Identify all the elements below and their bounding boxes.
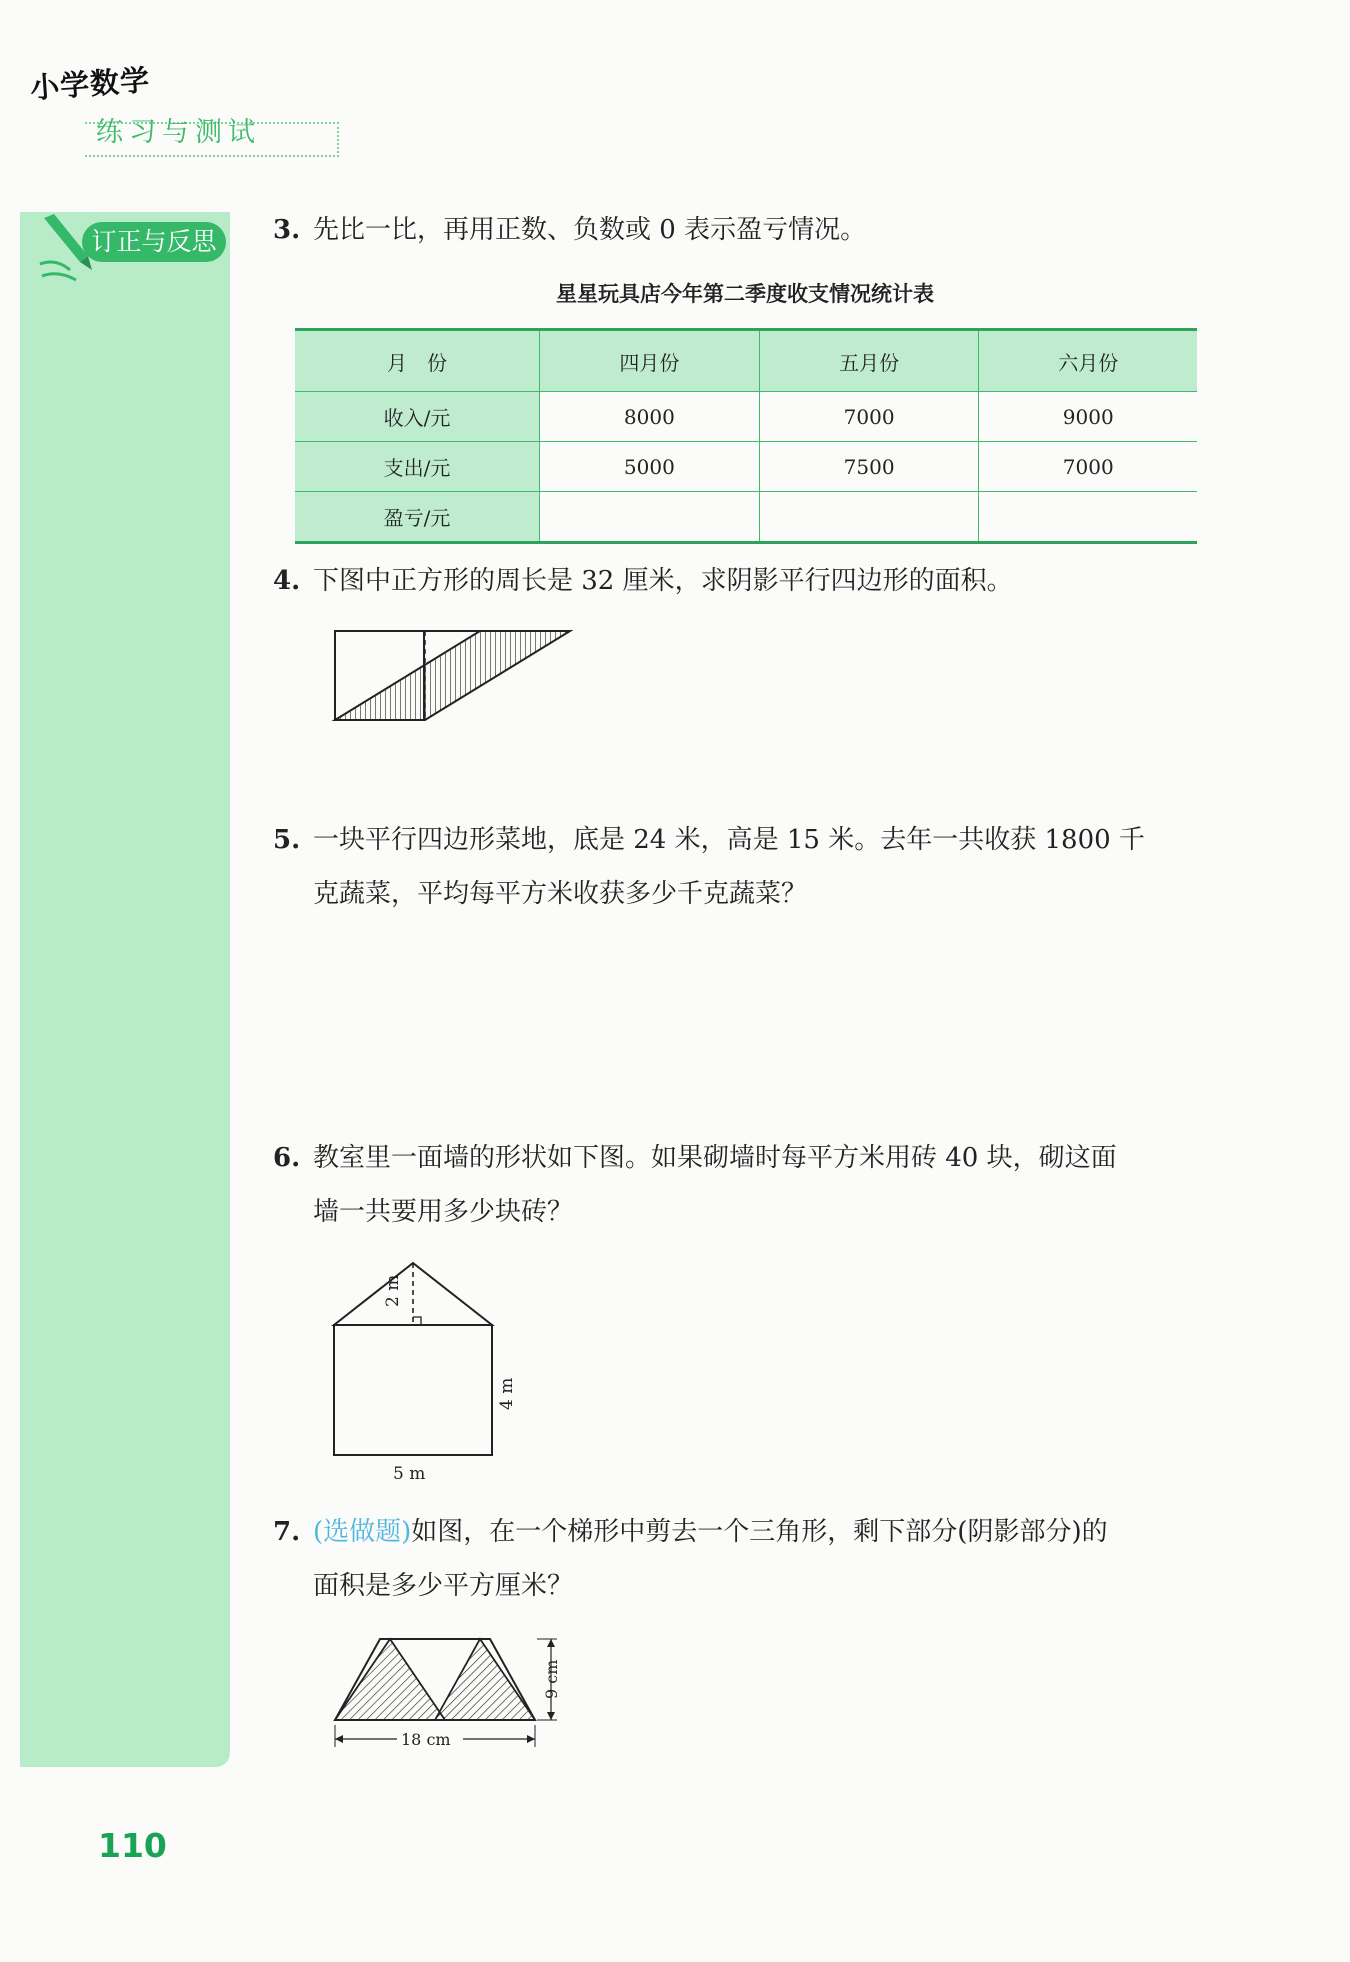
row-label: 收入/元 — [295, 392, 540, 442]
table-cell: 7000 — [759, 392, 979, 442]
row-label: 盈亏/元 — [295, 492, 540, 543]
question-text: 一块平行四边形菜地，底是 24 米，高是 15 米。去年一共收获 1800 千 — [313, 825, 1145, 855]
question-text-continued: 墙一共要用多少块砖？ — [313, 1197, 574, 1227]
table-cell: 7500 — [759, 442, 979, 492]
page-number: 110 — [98, 1826, 167, 1865]
height-label: 9 cm — [542, 1659, 561, 1699]
wall-figure — [320, 1255, 540, 1490]
row-label: 支出/元 — [295, 442, 540, 492]
book-subtitle: 练习与测试 — [96, 117, 261, 148]
question-3 — [273, 203, 1233, 257]
book-title: 小学数学 — [29, 62, 152, 106]
question-text: 教室里一面墙的形状如下图。如果砌墙时每平方米用砖 40 块，砌这面 — [313, 1143, 1117, 1173]
answer-cell[interactable] — [979, 492, 1197, 543]
answer-cell[interactable] — [759, 492, 979, 543]
question-text: 下图中正方形的周长是 32 厘米，求阴影平行四边形的面积。 — [313, 566, 1013, 596]
square-parallelogram-figure — [325, 625, 585, 725]
question-number: 4. — [273, 566, 301, 596]
question-number: 7. — [273, 1517, 301, 1547]
question-text: 先比一比，再用正数、负数或 0 表示盈亏情况。 — [313, 215, 867, 245]
height-top-label: 2 m — [383, 1274, 403, 1307]
base-label: 18 cm — [401, 1730, 451, 1749]
trapezoid-figure — [325, 1625, 565, 1755]
question-4 — [273, 554, 1233, 608]
correction-sidebar — [20, 212, 230, 1767]
table-row — [295, 392, 1197, 442]
height-side-label: 4 m — [497, 1377, 517, 1410]
stats-table — [295, 328, 1197, 544]
table-header-row — [295, 330, 1197, 392]
header-cell: 五月份 — [759, 330, 979, 392]
optional-tag: (选做题) — [313, 1517, 412, 1547]
width-label: 5 m — [393, 1464, 426, 1484]
header-cell: 月 份 — [295, 330, 540, 392]
table-title: 星星玩具店今年第二季度收支情况统计表 — [556, 282, 934, 306]
table-cell: 7000 — [979, 442, 1197, 492]
answer-cell[interactable] — [540, 492, 760, 543]
table-row — [295, 442, 1197, 492]
table-cell: 9000 — [979, 392, 1197, 442]
question-7 — [273, 1505, 1233, 1613]
header-cell: 四月份 — [540, 330, 760, 392]
header-cell: 六月份 — [979, 330, 1197, 392]
question-5 — [273, 813, 1233, 921]
question-text-continued: 克蔬菜，平均每平方米收获多少千克蔬菜？ — [313, 879, 808, 909]
table-cell: 5000 — [540, 442, 760, 492]
question-6 — [273, 1131, 1233, 1239]
correction-tag: 订正与反思 — [82, 222, 226, 262]
question-number: 3. — [273, 215, 301, 245]
table-cell: 8000 — [540, 392, 760, 442]
question-text-continued: 面积是多少平方厘米？ — [313, 1571, 574, 1601]
question-text: 如图，在一个梯形中剪去一个三角形，剩下部分(阴影部分)的 — [411, 1517, 1108, 1547]
question-number: 5. — [273, 825, 301, 855]
question-number: 6. — [273, 1143, 301, 1173]
table-row — [295, 492, 1197, 543]
